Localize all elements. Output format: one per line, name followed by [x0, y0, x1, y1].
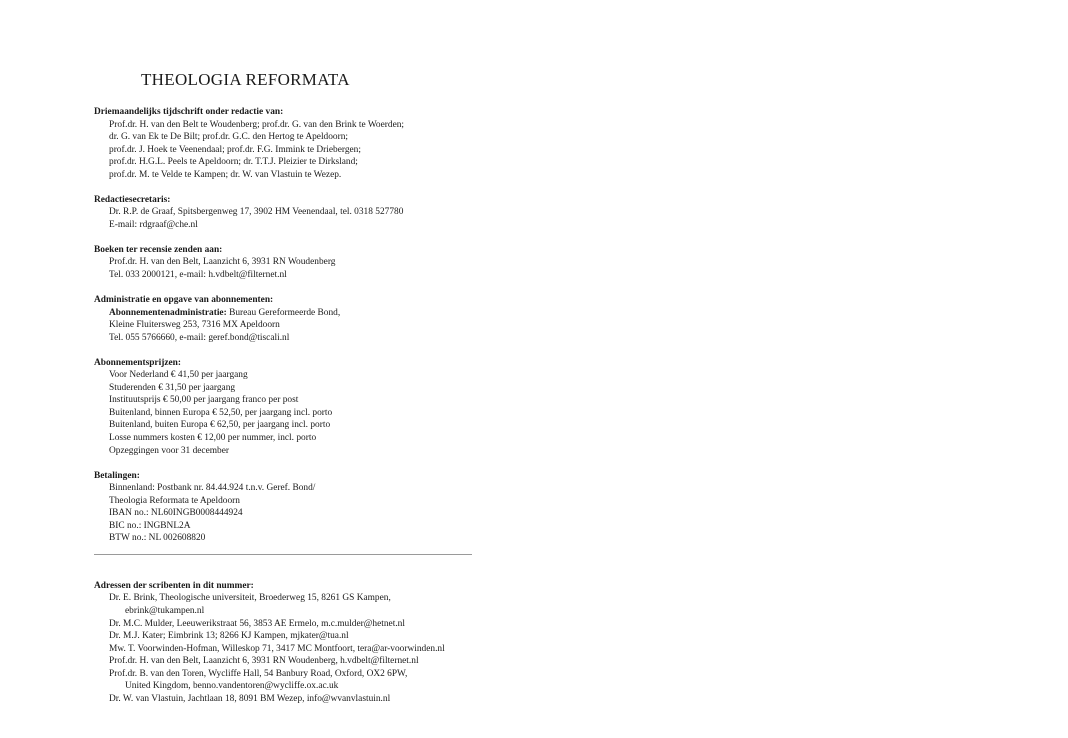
colophon-column: [94, 106, 564, 718]
editorial-board-heading: Driemaandelijks tijdschrift onder redactie van:: [94, 107, 284, 117]
payment-line: Theologia Reformata te Apeldoorn: [109, 495, 240, 506]
administration-office-name: Bureau Gereformeerde Bond,: [226, 307, 341, 318]
administration-section: [94, 294, 564, 344]
book-review-section: [94, 244, 564, 282]
contributor-line: Prof.dr. B. van den Toren, Wycliffe Hall, 54 Banbury Road, Oxford, OX2 6PW,: [109, 668, 408, 679]
contributors-heading: Adressen der scribenten in dit nummer:: [94, 580, 254, 591]
editorial-board-line: prof.dr. M. te Velde te Kampen; dr. W. van Vlastuin te Wezep.: [109, 169, 342, 180]
payment-bic: BIC no.: INGBNL2A: [109, 520, 191, 531]
price-line: Losse nummers kosten € 12,00 per nummer, incl. porto: [109, 433, 317, 444]
price-line: Opzeggingen voor 31 december: [109, 445, 230, 456]
payment-vat: BTW no.: NL 002608820: [109, 533, 206, 544]
secretary-heading: Redactiesecretaris:: [94, 194, 171, 205]
contributor-line-continued: United Kingdom, benno.vandentoren@wycliffe.ox.ac.uk: [125, 681, 339, 692]
contributor-line: Dr. W. van Vlastuin, Jachtlaan 18, 8091 BM Wezep, info@wvanvlastuin.nl: [109, 693, 391, 704]
editorial-board-line: Prof.dr. H. van den Belt te Woudenberg; prof.dr. G. van den Brink te Woerden;: [109, 119, 405, 130]
secretary-address: Dr. R.P. de Graaf, Spitsbergenweg 17, 3902 HM Veenendaal, tel. 0318 527780: [109, 207, 404, 218]
price-line: Buitenland, buiten Europa € 62,50, per jaargang incl. porto: [109, 420, 331, 431]
editorial-board-line: dr. G. van Ek te De Bilt; prof.dr. G.C. den Hertog te Apeldoorn;: [109, 132, 349, 143]
prices-section: [94, 357, 564, 457]
contributor-line: Dr. M.C. Mulder, Leeuwerikstraat 56, 3853 AE Ermelo, m.c.mulder@hetnet.nl: [109, 618, 405, 629]
payment-line: Binnenland: Postbank nr. 84.44.924 t.n.v. Geref. Bond/: [109, 483, 316, 494]
section-divider: [94, 554, 472, 555]
journal-title: THEOLOGIA REFORMATA: [141, 70, 350, 89]
price-line: Voor Nederland € 41,50 per jaargang: [109, 370, 248, 381]
payments-heading: Betalingen:: [94, 470, 140, 481]
prices-heading: Abonnementsprijzen:: [94, 357, 181, 368]
administration-office-label: Abonnementenadministratie:: [109, 307, 227, 318]
editorial-board-line: prof.dr. J. Hoek te Veenendaal; prof.dr. F.G. Immink te Driebergen;: [109, 144, 361, 155]
payments-section: [94, 470, 564, 545]
contributor-line-continued: ebrink@tukampen.nl: [125, 606, 205, 616]
contributors-section: [94, 580, 564, 705]
price-line: Buitenland, binnen Europa € 52,50, per jaargang incl. porto: [109, 407, 333, 418]
payment-iban: IBAN no.: NL60INGB0008444924: [109, 508, 243, 519]
contributor-line: Dr. M.J. Kater; Eimbrink 13; 8266 KJ Kampen, mjkater@tua.nl: [109, 631, 349, 642]
secretary-email: E-mail: rdgraaf@che.nl: [109, 219, 198, 230]
editorial-board-section: [94, 106, 564, 181]
book-review-address: Prof.dr. H. van den Belt, Laanzicht 6, 3931 RN Woudenberg: [109, 257, 336, 268]
price-line: Studerenden € 31,50 per jaargang: [109, 382, 236, 393]
secretary-section: [94, 194, 564, 232]
book-review-contact: Tel. 033 2000121, e-mail: h.vdbelt@filternet.nl: [109, 270, 287, 281]
price-line: Instituutsprijs € 50,00 per jaargang franco per post: [109, 395, 299, 406]
contributor-line: Mw. T. Voorwinden-Hofman, Willeskop 71, 3417 MC Montfoort, tera@ar-voorwinden.nl: [109, 643, 445, 654]
administration-contact: Tel. 055 5766660, e-mail: geref.bond@tiscali.nl: [109, 332, 290, 343]
book-review-heading: Boeken ter recensie zenden aan:: [94, 244, 223, 255]
contributor-line: Dr. E. Brink, Theologische universiteit, Broederweg 15, 8261 GS Kampen,: [109, 593, 391, 604]
editorial-board-line: prof.dr. H.G.L. Peels te Apeldoorn; dr. T.T.J. Pleizier te Dirksland;: [109, 157, 358, 168]
administration-office-line: [94, 307, 564, 320]
administration-heading: Administratie en opgave van abonnementen:: [94, 295, 274, 306]
contributor-line: Prof.dr. H. van den Belt, Laanzicht 6, 3931 RN Woudenberg, h.vdbelt@filternet.nl: [109, 656, 419, 667]
administration-address: Kleine Fluitersweg 253, 7316 MX Apeldoorn: [109, 320, 280, 331]
